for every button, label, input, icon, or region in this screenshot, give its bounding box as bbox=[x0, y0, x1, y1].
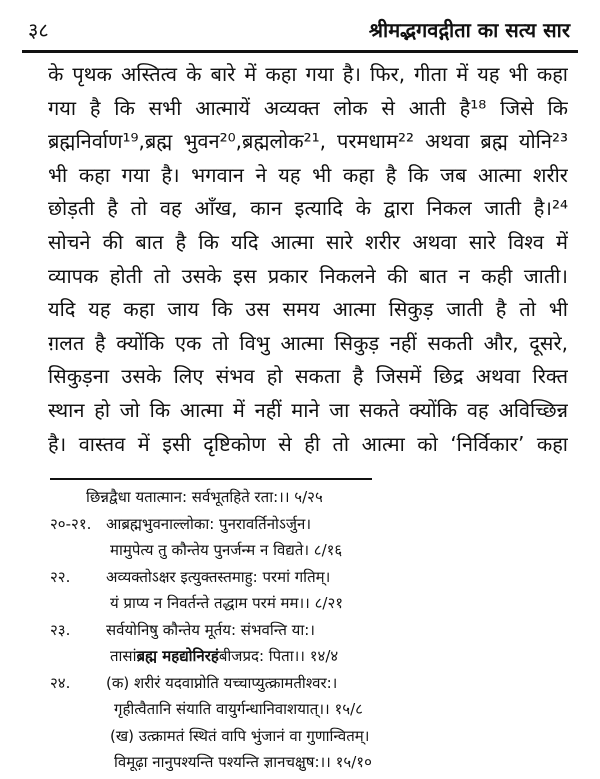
text-line: व्यापक होती तो उसके इस प्रकार निकलने की बात न कही जाती। bbox=[48, 263, 568, 288]
text-line: सोचने की बात है कि यदि आत्मा सारे शरीर अथवा सारे विश्व में bbox=[48, 229, 568, 254]
footnote-verse: सर्वयोनिषु कौन्तेय मूर्तय: संभवन्ति या:। bbox=[106, 620, 315, 639]
page-header bbox=[22, 14, 578, 50]
footnote-label: २३. bbox=[50, 620, 71, 639]
footnote-verse: (ख) उत्क्रामतं स्थितं वापि भुंजानं वा गुणान्वितम्। bbox=[110, 726, 370, 745]
footnote-label: २२. bbox=[50, 567, 71, 586]
footnote-23 bbox=[50, 617, 570, 644]
footnote-verse: आब्रह्मभुवनाल्लोका: पुनरावर्तिनोऽर्जुन। bbox=[106, 514, 312, 533]
footnote-label: २०-२१. bbox=[50, 514, 92, 533]
footnote-24 bbox=[50, 670, 570, 697]
footnote-verse-cont: गृहीत्वैतानि संयाति वायुर्गन्धानिवाशयात्।। १५/८ bbox=[114, 700, 363, 718]
footnote-verse-cont bbox=[50, 643, 570, 670]
verse-text: तासां bbox=[110, 647, 137, 665]
footnotes bbox=[50, 484, 570, 776]
footnote-19-line: छिन्नद्वैधा यतात्मान: सर्वभूतहिते रता:।। ५/२५ bbox=[86, 488, 323, 506]
text-line: स्थान हो जो कि आत्मा में नहीं माने जा सकते क्योंकि वह अविच्छिन्न bbox=[48, 397, 568, 422]
footnote-verse-cont: विमूढ़ा नानुपश्यन्ति पश्यन्ति ज्ञानचक्षुष:।। १५/१० bbox=[114, 753, 372, 771]
page-number: ३८ bbox=[28, 18, 49, 42]
text-line: छोड़ती है तो वह आँख, कान इत्यादि के द्वारा निकल जाती है।²⁴ bbox=[48, 196, 568, 221]
text-line: यदि यह कहा जाय कि उस समय आत्मा सिकुड़ जाती है तो भी bbox=[48, 297, 568, 322]
footnote-verse: (क) शरीरं यदवाप्नोति यच्चाप्युत्क्रामतीश्वर:। bbox=[106, 673, 338, 692]
verse-emphasis: ब्रह्म महद्योनिरहं bbox=[136, 647, 219, 665]
running-title: श्रीमद्भगवद्गीता का सत्य सार bbox=[368, 18, 570, 42]
main-text bbox=[48, 58, 568, 461]
text-line: ब्रह्मनिर्वाण¹⁹,ब्रह्म भुवन²⁰,ब्रह्मलोक²¹, परमधाम²² अथवा ब्रह्म योनि²³ bbox=[48, 129, 568, 154]
text-line: भी कहा गया है। भगवान ने यह भी कहा है कि जब आत्मा शरीर bbox=[48, 162, 568, 187]
text-line: है। वास्तव में इसी दृष्टिकोण से ही तो आत्मा को ‘निर्विकार’ कहा bbox=[48, 431, 568, 456]
verse-text: बीजप्रद: पिता।। १४/४ bbox=[218, 647, 339, 665]
footnote-22 bbox=[50, 564, 570, 591]
text-line: गया है कि सभी आत्मायें अव्यक्त लोक से आती है¹⁸ जिसे कि bbox=[48, 95, 568, 120]
footnote-verse-cont: मामुपेत्य तु कौन्तेय पुनर्जन्म न विद्यते। ८/१६ bbox=[110, 541, 343, 559]
footnote-verse: अव्यक्तोऽक्षर इत्युक्तस्तमाहु: परमां गतिम्। bbox=[106, 567, 331, 586]
footnote-label: २४. bbox=[50, 673, 71, 692]
footnote-divider bbox=[50, 478, 372, 480]
header-divider bbox=[22, 50, 578, 53]
text-line: के पृथक अस्तित्व के बारे में कहा गया है। फिर, गीता में यह भी कहा bbox=[48, 62, 568, 86]
footnote-verse-cont: यं प्राप्य न निवर्तन्ते तद्धाम परमं मम।। ८/२१ bbox=[110, 594, 344, 612]
text-line: ग़लत है क्योंकि एक तो विभु आत्मा सिकुड़ नहीं सकती और, दूसरे, bbox=[48, 330, 568, 355]
footnote-20-21 bbox=[50, 511, 570, 538]
text-line: सिकुड़ना उसके लिए संभव हो सकता है जिसमें छिद्र अथवा रिक्त bbox=[48, 364, 568, 389]
